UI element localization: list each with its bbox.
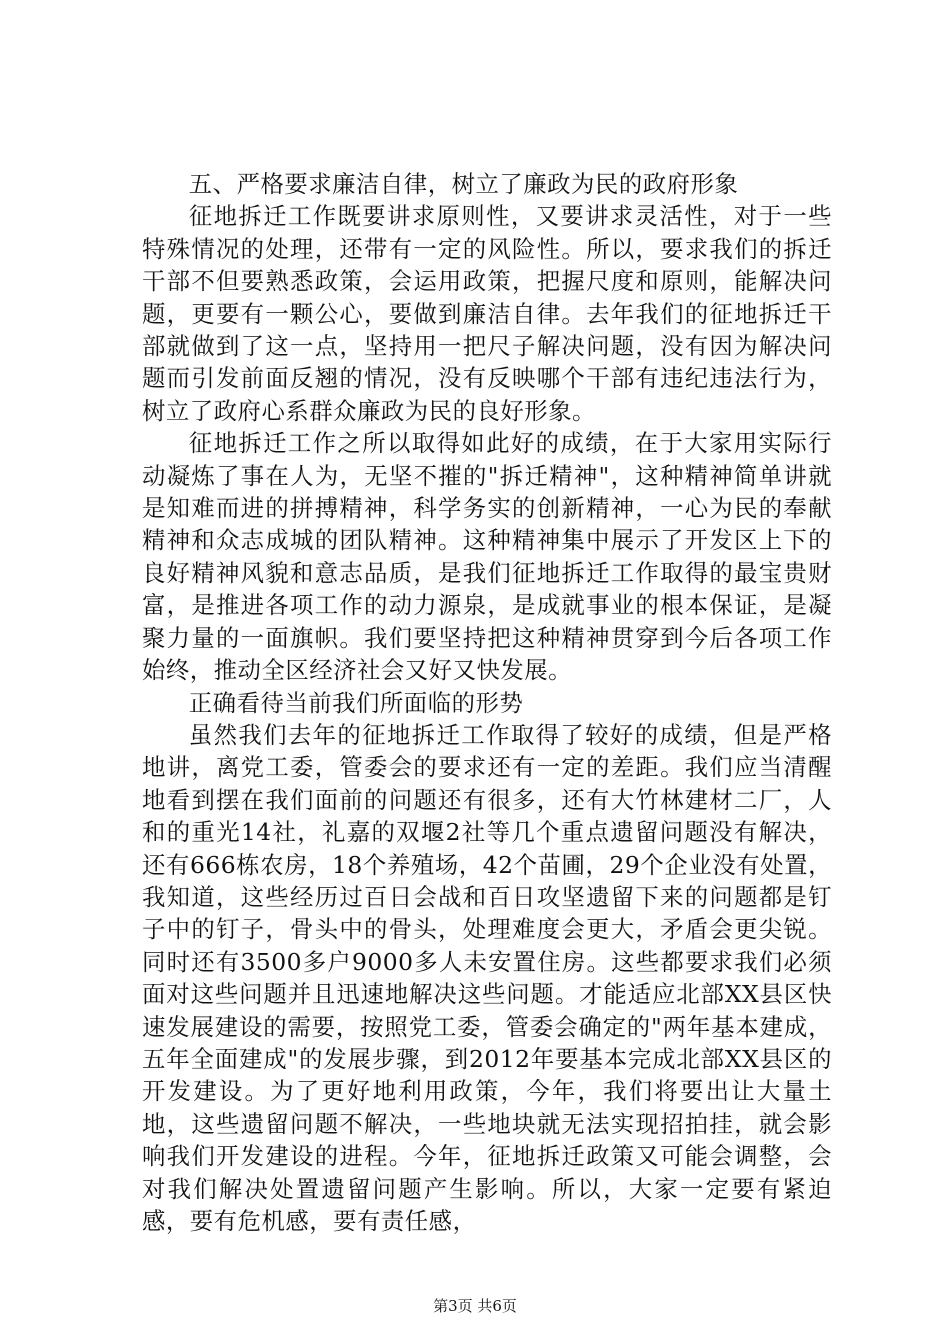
section-five-heading: 五、严格要求廉洁自律，树立了廉政为民的政府形象 bbox=[188, 170, 739, 198]
paragraph-current-situation: 虽然我们去年的征地拆迁工作取得了较好的成绩，但是严格地讲，离党工委，管委会的要求还有一定的差距。我们应当清醒地看到摆在我们面前的问题还有很多，还有大竹林建材二厂，人和的重光14社，礼嘉的双堰2社等几个重点遗留问题没有解决，还有666栋农房，18个养殖场，42个苗圃，29个企业没有处置，我知道，这些经历过百日会战和百日攻坚遗留下来的问题都是钉子中的钉子，骨头中的骨头，处理难度会更大，矛盾会更尖锐。同时还有3500多户9000多人未安置住房。这些都要求我们必须面对这些问题并且迅速地解决这些问题。才能适应北部XX县区快速发展建设的需要，按照党工委，管委会确定的"两年基本建成，五年全面建成"的发展步骤，到2012年要基本完成北部XX县区的开发建设。为了更好地利用政策，今年，我们将要出让大量土地，这些遗留问题不解决，一些地块就无法实现招拍挂，就会影响我们开发建设的进程。今年，征地拆迁政策又可能会调整，会对我们解决处置遗留问题产生影响。所以，大家一定要有紧迫感，要有危机感，要有责任感， bbox=[142, 720, 832, 1235]
paragraph-demolition-spirit: 征地拆迁工作之所以取得如此好的成绩，在于大家用实际行动凝炼了事在人为，无坚不摧的"拆迁精神"，这种精神简单讲就是知难而进的拼搏精神，科学务实的创新精神，一心为民的奉献精神和众志成城的团队精神。这种精神集中展示了开发区上下的良好精神风貌和意志品质，是我们征地拆迁工作取得的最宝贵财富，是推进各项工作的动力源泉，是成就事业的根本保证，是凝聚力量的一面旗帜。我们要坚持把这种精神贯穿到今后各项工作始终，推动全区经济社会又好又快发展。 bbox=[142, 429, 832, 685]
situation-heading: 正确看待当前我们所面临的形势 bbox=[188, 688, 524, 717]
page-indicator: 第3页 共6页 bbox=[433, 1297, 517, 1315]
document-body bbox=[142, 168, 832, 1237]
page-footer bbox=[0, 1296, 950, 1316]
paragraph-integrity: 征地拆迁工作既要讲求原则性，又要讲求灵活性，对于一些特殊情况的处理，还带有一定的风险性。所以，要求我们的拆迁干部不但要熟悉政策，会运用政策，把握尺度和原则，能解决问题，更要有一颗公心，要做到廉洁自律。去年我们的征地拆迁干部就做到了这一点，坚持用一把尺子解决问题，没有因为解决问题而引发前面反翘的情况，没有反映哪个干部有违纪违法行为，树立了政府心系群众廉政为民的良好形象。 bbox=[142, 202, 832, 425]
